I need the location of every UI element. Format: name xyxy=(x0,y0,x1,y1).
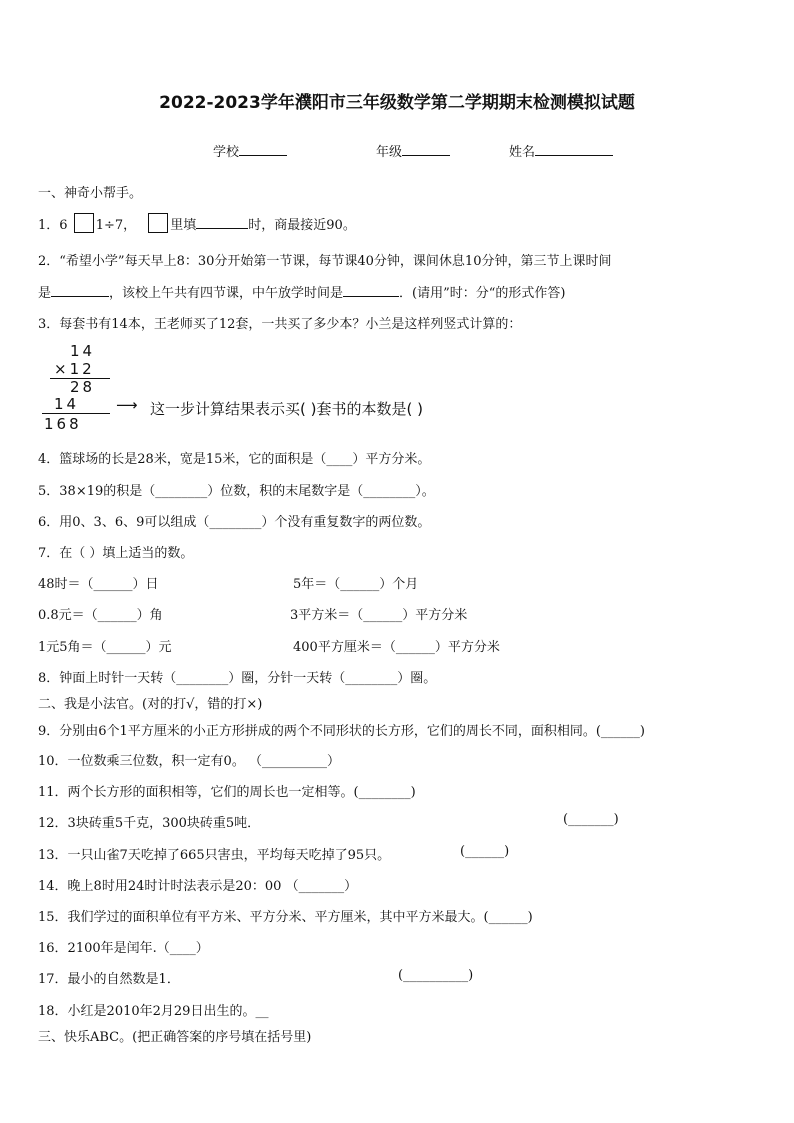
question-12: 12．3块砖重5千克，300块砖重5吨． xyxy=(38,816,261,831)
question-6: 6．用0、3、6、9可以组成（________）个没有重复数字的两位数。 xyxy=(38,515,431,530)
question-5: 5．38×19的积是（________）位数，积的末尾数字是（________）。 xyxy=(38,484,435,499)
q2-text-1: 是 xyxy=(38,286,52,301)
name-blank[interactable] xyxy=(535,143,613,156)
q2-blank-2[interactable] xyxy=(343,284,399,297)
question-7f: 400平方厘米＝（______）平方分米 xyxy=(293,640,500,655)
question-11: 11．两个长方形的面积相等，它们的周长也一定相等。(________) xyxy=(38,785,416,800)
vert-row-2: ×12 xyxy=(54,360,95,378)
q1-box-1[interactable] xyxy=(74,213,94,233)
question-12-answer[interactable]: (_______) xyxy=(563,812,619,827)
q2-text-2: ，该校上午共有四节课，中午放学时间是 xyxy=(109,286,344,301)
question-17-answer[interactable]: (__________) xyxy=(398,968,474,983)
q1-text-1: 1÷7， xyxy=(95,218,137,233)
vert-note: 这一步计算结果表示买( )套书的本数是( ) xyxy=(150,400,423,418)
question-14: 14．晚上8时用24时计时法表示是20：00 （_______） xyxy=(38,879,358,894)
grade-blank[interactable] xyxy=(402,143,450,156)
question-15: 15．我们学过的面积单位有平方米、平方分米、平方厘米，其中平方米最大。(______) xyxy=(38,910,533,925)
vert-line-2 xyxy=(42,413,110,414)
q1-blank[interactable] xyxy=(196,216,248,229)
question-17: 17．最小的自然数是1． xyxy=(38,972,180,987)
question-8: 8．钟面上时针一天转（________）圈，分针一天转（________）圈。 xyxy=(38,671,437,686)
q1-prefix: 1．6 xyxy=(38,218,68,233)
question-1 xyxy=(38,213,356,233)
arrow-icon: ⟶ xyxy=(116,396,138,414)
grade-field xyxy=(376,141,450,160)
question-7: 7．在（ ）填上适当的数。 xyxy=(38,546,194,561)
section-1-heading: 一、神奇小帮手。 xyxy=(38,186,143,201)
section-2-heading: 二、我是小法官。(对的打√，错的打×) xyxy=(38,697,263,712)
q2-text-3: ．(请用”时：分“的形式作答) xyxy=(399,286,566,301)
q1-text-3: 时，商最接近90。 xyxy=(248,218,356,233)
name-label: 姓名 xyxy=(509,145,536,160)
q1-box-2[interactable] xyxy=(148,213,168,233)
grade-label: 年级 xyxy=(376,145,403,160)
question-2-line-1: 2．“希望小学”每天早上8：30分开始第一节课，每节课40分钟，课间休息10分钟，第三节上课时间 xyxy=(38,254,612,269)
vert-row-4: 14 xyxy=(54,395,80,413)
q1-text-2: 里填 xyxy=(170,218,197,233)
question-13: 13．一只山雀7天吃掉了665只害虫，平均每天吃掉了95只。 xyxy=(38,848,391,863)
page-title: 2022-2023学年濮阳市三年级数学第二学期期末检测模拟试题 xyxy=(159,93,635,113)
vert-row-1: 14 xyxy=(70,342,96,360)
question-13-answer[interactable]: (______) xyxy=(460,844,510,859)
question-16: 16．2100年是闰年.（____） xyxy=(38,941,209,956)
question-18: 18．小红是2010年2月29日出生的。__ xyxy=(38,1004,269,1019)
question-3: 3．每套书有14本，王老师买了12套，一共买了多少本？小兰是这样列竖式计算的： xyxy=(38,317,522,332)
vert-row-5: 168 xyxy=(44,415,82,433)
question-9: 9．分别由6个1平方厘米的小正方形拼成的两个不同形状的长方形，它们的周长不同，面积相同。(______) xyxy=(38,724,645,739)
question-7d: 3平方米＝（______）平方分米 xyxy=(290,608,468,623)
school-label: 学校 xyxy=(213,145,240,160)
question-7e: 1元5角＝（______）元 xyxy=(38,640,172,655)
question-10: 10．一位数乘三位数，积一定有0。 （__________） xyxy=(38,754,340,769)
vert-row-3: 28 xyxy=(70,378,96,396)
school-blank[interactable] xyxy=(239,143,287,156)
question-7b: 5年＝（______）个月 xyxy=(293,577,419,592)
question-4: 4．篮球场的长是28米，宽是15米，它的面积是（____）平方分米。 xyxy=(38,452,431,467)
question-2-line-2 xyxy=(38,282,565,301)
q2-blank-1[interactable] xyxy=(51,284,109,297)
vertical-multiplication xyxy=(38,340,508,440)
question-7a: 48时＝（______）日 xyxy=(38,577,159,592)
school-field xyxy=(213,141,287,160)
name-field xyxy=(509,141,613,160)
section-3-heading: 三、快乐ABC。(把正确答案的序号填在括号里) xyxy=(38,1030,312,1045)
question-7c: 0.8元＝（______）角 xyxy=(38,608,163,623)
